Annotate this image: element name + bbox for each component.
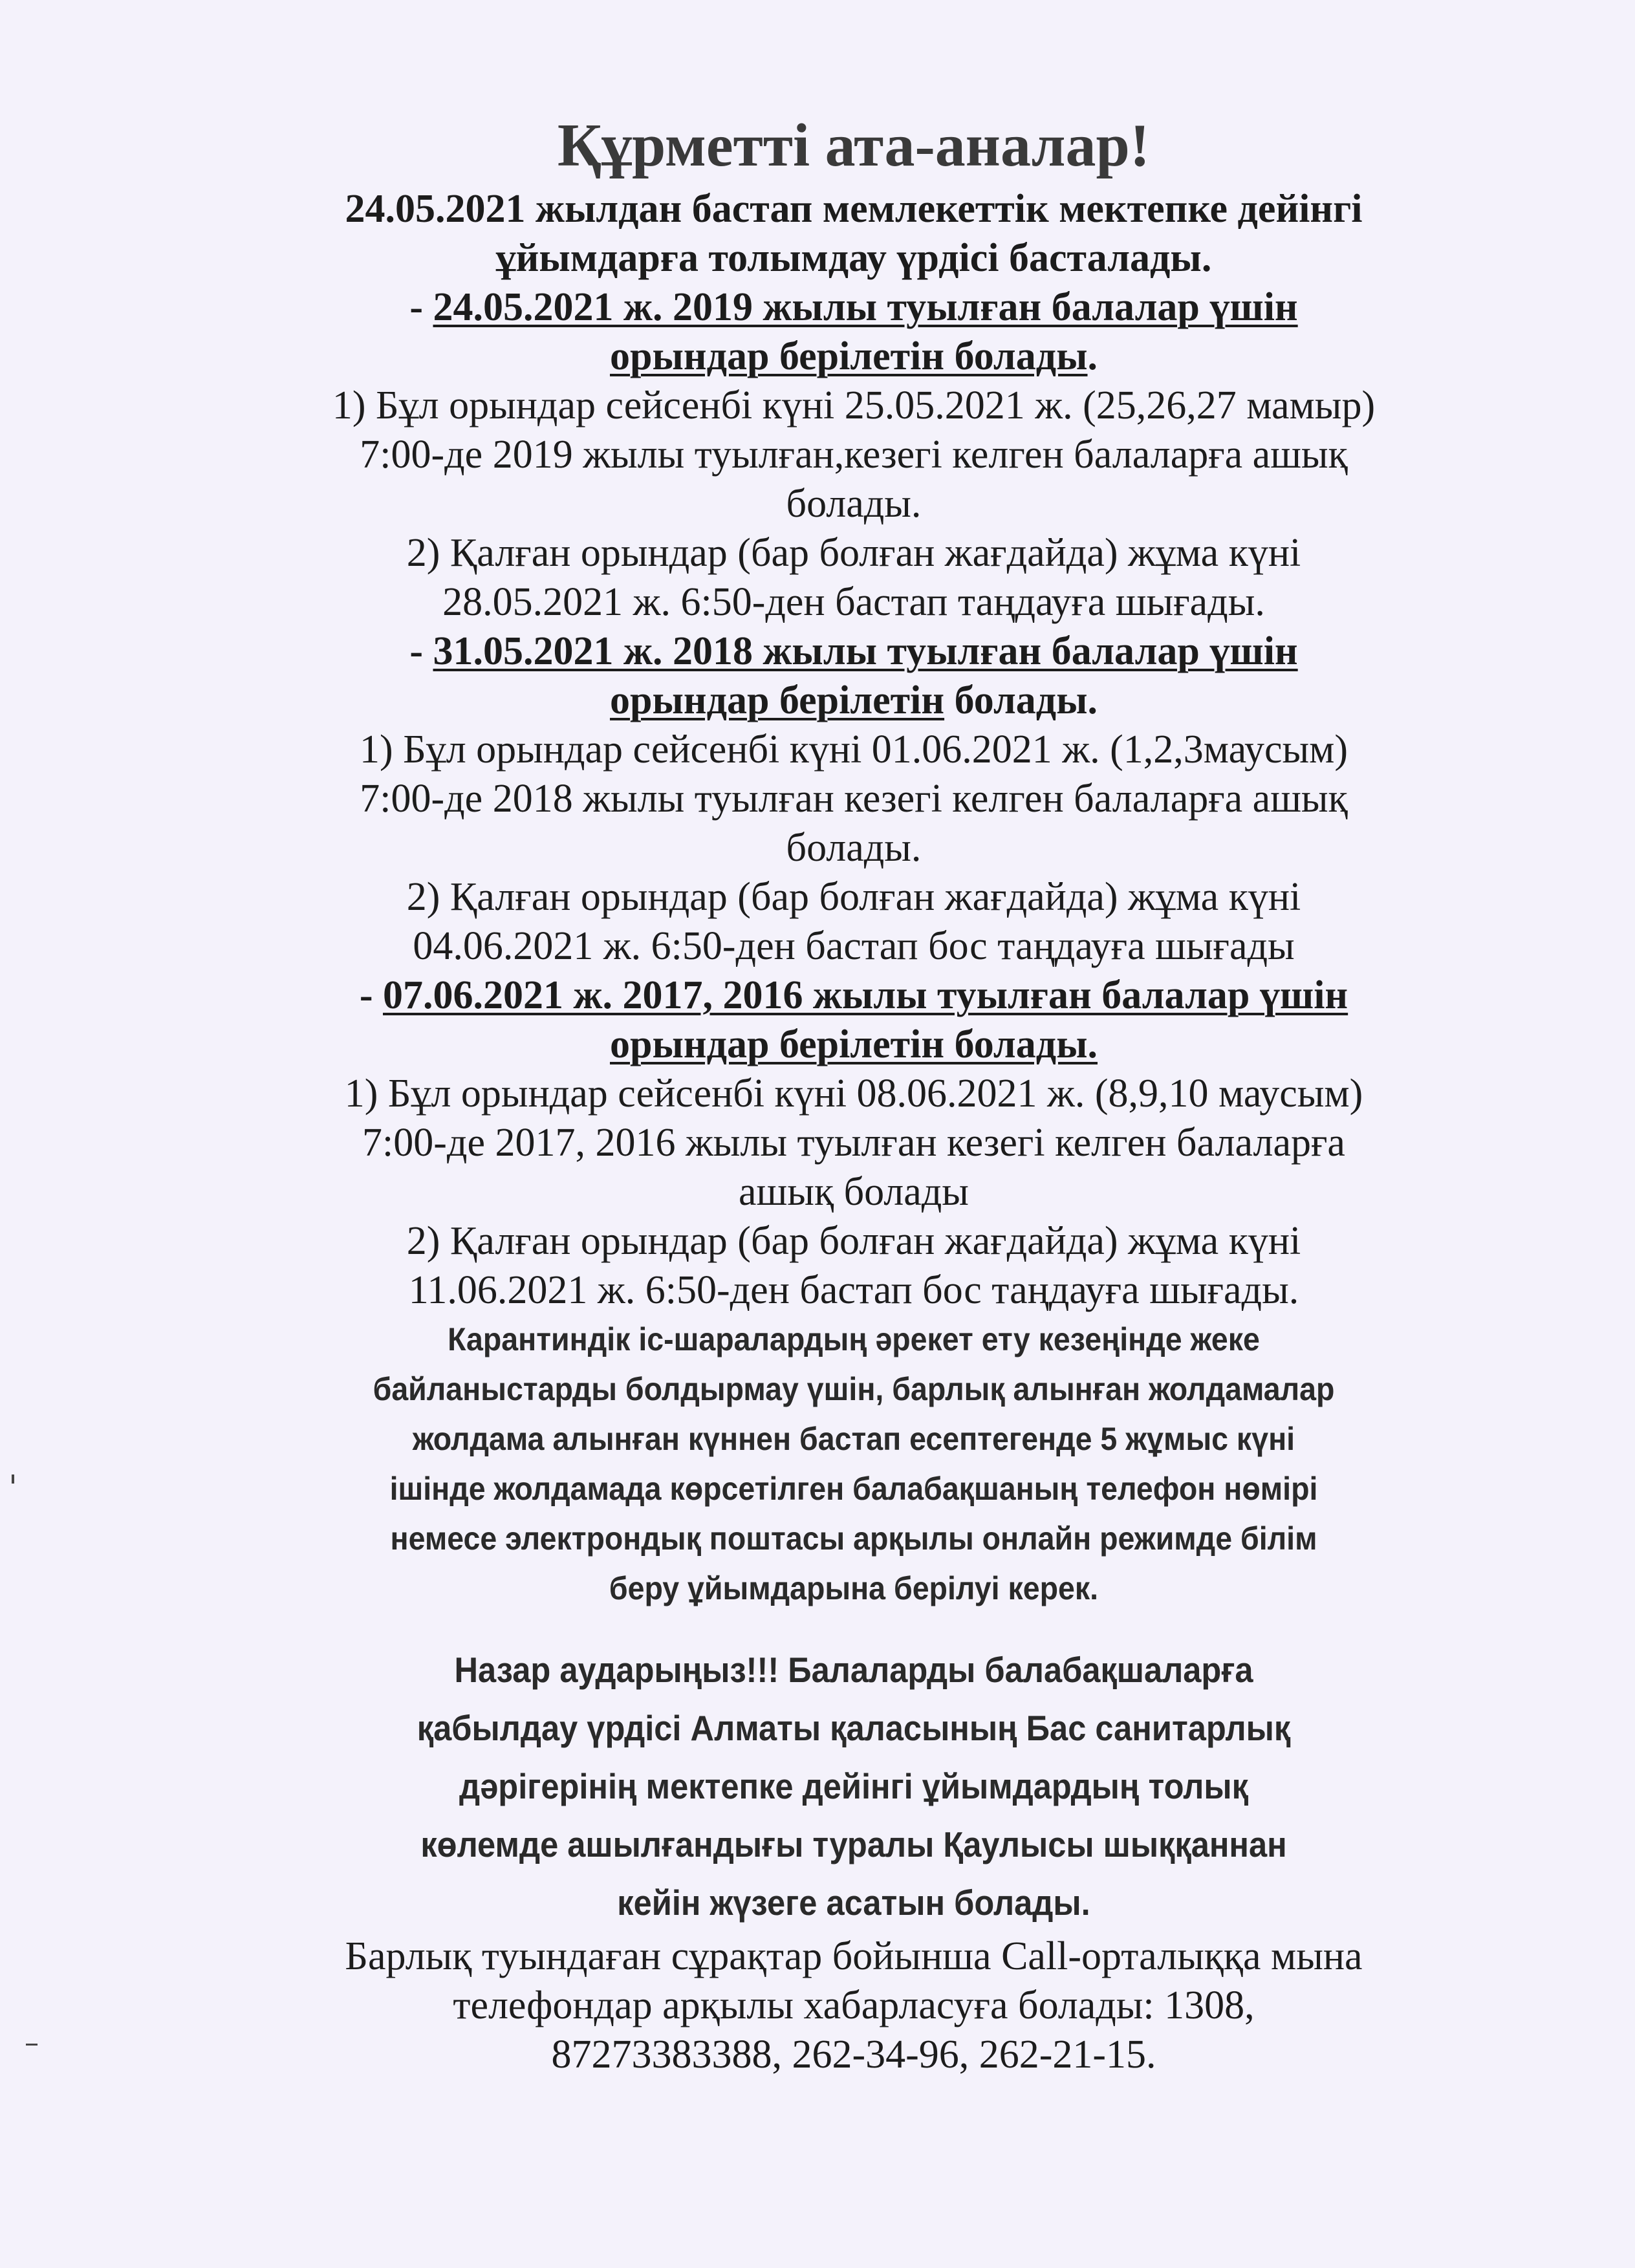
attention-note-line5: кейін жүзеге асатын болады. — [617, 1883, 1090, 1923]
scan-mark-bottom — [26, 2044, 38, 2046]
section-2018-heading-cont: орындар берілетін болады. — [610, 678, 1098, 722]
quarantine-note-line4: ішінде жолдамада көрсетілген балабақшаның телефон нөмірі — [389, 1471, 1318, 1507]
section-2017-heading-cont: орындар берілетін болады. — [610, 1022, 1098, 1066]
section-2017-item1-line3: ашық болады — [739, 1170, 969, 1214]
section-2017-item2-line1: 2) Қалған орындар (бар болған жағдайда) жұма күні — [406, 1219, 1301, 1263]
intro-line-2: ұйымдарға толымдау үрдісі басталады. — [495, 236, 1212, 280]
quarantine-note-line6: беру ұйымдарына берілуі керек. — [609, 1570, 1099, 1606]
section-2018-item2-line1: 2) Қалған орындар (бар болған жағдайда) жұма күні — [406, 875, 1301, 919]
attention-note-line4: көлемде ашылғандығы туралы Қаулысы шыққаннан — [420, 1824, 1287, 1864]
section-2019-item2-line1: 2) Қалған орындар (бар болған жағдайда) жұма күні — [406, 531, 1301, 575]
section-2017-item1-line1: 1) Бұл орындар сейсенбі күні 08.06.2021 ж. (8,9,10 маусым) — [344, 1072, 1363, 1116]
section-2017-heading-text: 07.06.2021 ж. 2017, 2016 жылы туылған балалар үшін — [383, 973, 1348, 1017]
section-2019-heading-cont: орындар берілетін болады. — [610, 334, 1098, 378]
contact-line1: Барлық туындаған сұрақтар бойынша Call-орталыққа мына — [345, 1934, 1363, 1978]
attention-note-line3: дәрігерінің мектепке дейінгі ұйымдардың толық — [459, 1766, 1248, 1806]
section-2019-item1-line1: 1) Бұл орындар сейсенбі күні 25.05.2021 ж. (25,26,27 мамыр) — [332, 383, 1376, 427]
notice-body — [220, 107, 1488, 2079]
section-2018-item1-line1: 1) Бұл орындар сейсенбі күні 01.06.2021 ж. (1,2,3маусым) — [359, 728, 1348, 772]
section-2019-heading: - 24.05.2021 ж. 2019 жылы туылған балалар үшін — [409, 285, 1298, 329]
intro-line-1: 24.05.2021 жылдан бастап мемлекеттік мектепке дейінгі — [345, 187, 1363, 231]
quarantine-note-line2: байланыстарды болдырмау үшін, барлық алынған жолдамалар — [373, 1371, 1335, 1407]
quarantine-note-line5: немесе электрондық поштасы арқылы онлайн режимде білім — [390, 1520, 1317, 1557]
quarantine-note-line1: Карантиндік іс-шаралардың әрекет ету кезеңінде жеке — [448, 1321, 1260, 1357]
section-2017-item1-line2: 7:00-де 2017, 2016 жылы туылған кезегі келген балаларға — [362, 1121, 1345, 1165]
section-2017-item2-line2: 11.06.2021 ж. 6:50-ден бастап бос таңдауға шығады. — [408, 1268, 1299, 1312]
attention-note-line2: қабылдау үрдісі Алматы қаласының Бас санитарлық — [417, 1708, 1291, 1748]
notice-title: Құрметті ата-аналар! — [557, 112, 1151, 179]
section-2018-item1-line2: 7:00-де 2018 жылы туылған кезегі келген балаларға ашық — [360, 777, 1348, 821]
section-2018-heading: - 31.05.2021 ж. 2018 жылы туылған балалар үшін — [409, 629, 1298, 673]
attention-note-line1: Назар аударыңыз!!! Балаларды балабақшаларға — [454, 1650, 1253, 1690]
section-2019-item1-line2: 7:00-де 2019 жылы туылған,кезегі келген балаларға ашық — [360, 433, 1348, 477]
spacer — [220, 1614, 1488, 1641]
section-2018-heading-text: 31.05.2021 ж. 2018 жылы туылған балалар үшін — [433, 629, 1298, 673]
section-2018-item2-line2: 04.06.2021 ж. 6:50-ден бастап бос таңдауға шығады — [413, 924, 1295, 968]
section-2019-item1-line3: болады. — [786, 482, 922, 526]
section-2019-item2-line2: 28.05.2021 ж. 6:50-ден бастап таңдауға шығады. — [442, 580, 1265, 624]
contact-line2: телефондар арқылы хабарласуға болады: 1308, — [453, 1983, 1255, 2027]
section-2019-heading-text: 24.05.2021 ж. 2019 жылы туылған балалар үшін — [433, 285, 1298, 329]
scan-mark-top — [12, 1474, 14, 1484]
section-2018-item1-line3: болады. — [786, 826, 922, 870]
contact-line3: 87273383388, 262-34-96, 262-21-15. — [551, 2033, 1156, 2077]
section-2017-heading: - 07.06.2021 ж. 2017, 2016 жылы туылған балалар үшін — [359, 973, 1348, 1017]
quarantine-note-line3: жолдама алынған күннен бастап есептегенде 5 жұмыс күні — [412, 1421, 1295, 1457]
